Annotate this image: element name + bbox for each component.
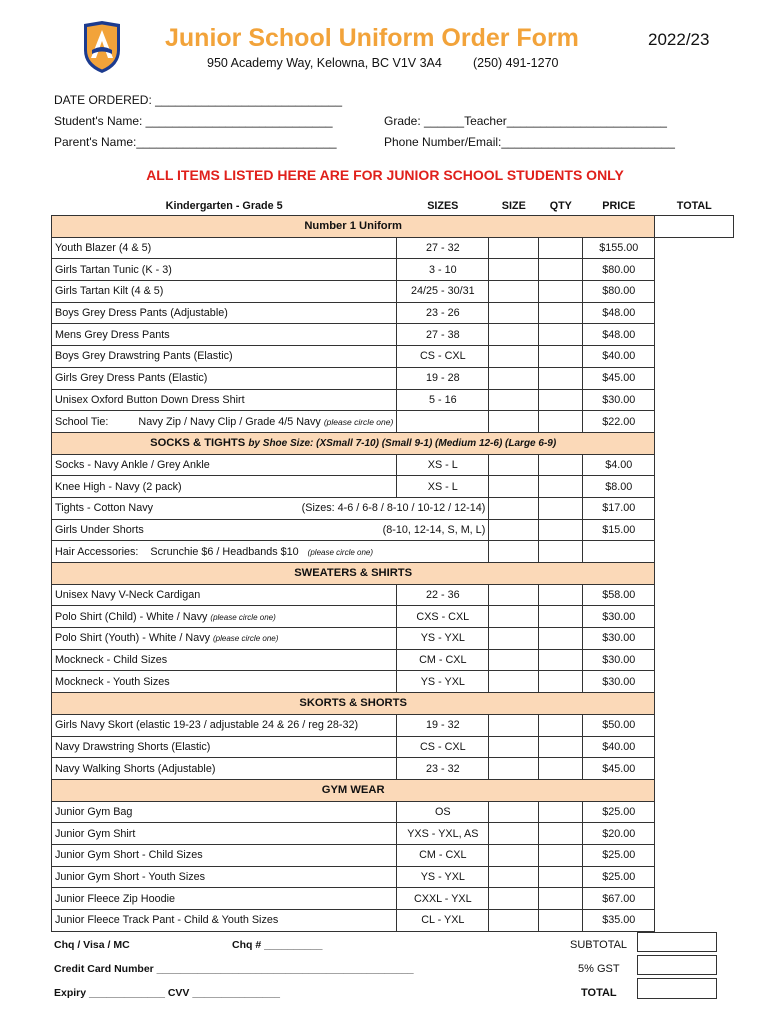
table-row: [52, 823, 734, 845]
size-input[interactable]: [489, 259, 539, 281]
gst-input[interactable]: [637, 955, 717, 975]
section-socks: [52, 432, 655, 454]
item-name: [52, 801, 397, 823]
size-input[interactable]: [489, 497, 539, 519]
item-name: [52, 888, 397, 910]
item-price: $80.00: [583, 259, 655, 281]
item-sizes: 5 - 16: [397, 389, 489, 411]
size-input[interactable]: [489, 237, 539, 259]
section-row: [52, 779, 734, 801]
tie-sizes-cell: [397, 411, 489, 433]
item-name: [52, 237, 397, 259]
item-name: [52, 823, 397, 845]
item-name: [52, 389, 397, 411]
total-label: TOTAL: [581, 987, 617, 999]
order-table: [51, 197, 734, 932]
qty-input[interactable]: [539, 259, 583, 281]
qty-input[interactable]: [539, 844, 583, 866]
table-row: [52, 910, 734, 932]
table-row: [52, 866, 734, 888]
item-sizes: YS - YXL: [397, 671, 489, 693]
item-label: Mockneck - Youth Sizes: [55, 675, 170, 688]
item-name: [52, 346, 397, 368]
size-input[interactable]: [489, 519, 539, 541]
qty-input[interactable]: [539, 736, 583, 758]
table-row: [52, 519, 734, 541]
tie-options[interactable]: Navy Zip / Navy Clip / Grade 4/5 Navy: [138, 415, 321, 428]
date-ordered-field[interactable]: DATE ORDERED: ____________________________: [54, 93, 342, 107]
table-row: [52, 454, 734, 476]
size-input[interactable]: [489, 736, 539, 758]
qty-input[interactable]: [539, 541, 583, 563]
qty-input[interactable]: [539, 476, 583, 498]
item-price: $58.00: [583, 584, 655, 606]
item-label: Girls Tartan Kilt (4 & 5): [55, 285, 164, 298]
item-price: $30.00: [583, 649, 655, 671]
total-column: [655, 216, 734, 238]
item-price: $20.00: [583, 823, 655, 845]
size-input[interactable]: [489, 367, 539, 389]
qty-input[interactable]: [539, 454, 583, 476]
section-uniform: Number 1 Uniform: [52, 216, 655, 238]
item-price: $30.00: [583, 389, 655, 411]
expiry-cvv-field[interactable]: Expiry _____________ CVV _______________: [54, 987, 280, 999]
qty-input[interactable]: [539, 237, 583, 259]
item-price: $67.00: [583, 888, 655, 910]
item-name: [52, 259, 397, 281]
table-row: [52, 389, 734, 411]
table-row: [52, 606, 734, 628]
tie-price: $22.00: [583, 411, 655, 433]
size-input[interactable]: [489, 910, 539, 932]
size-input[interactable]: [489, 454, 539, 476]
size-input[interactable]: [489, 888, 539, 910]
qty-input[interactable]: [539, 649, 583, 671]
item-sizes: CL - YXL: [397, 910, 489, 932]
qty-input[interactable]: [539, 910, 583, 932]
item-label: Mens Grey Dress Pants: [55, 328, 170, 341]
size-input[interactable]: [489, 302, 539, 324]
size-input[interactable]: [489, 801, 539, 823]
item-sizes: CM - CXL: [397, 649, 489, 671]
qty-input[interactable]: [539, 281, 583, 303]
sizes-header: SIZES: [427, 200, 459, 212]
qty-input[interactable]: [539, 628, 583, 650]
item-label: Unisex Navy V-Neck Cardigan: [55, 589, 201, 602]
item-price: $48.00: [583, 324, 655, 346]
item-sizes: XS - L: [397, 454, 489, 476]
qty-input[interactable]: [539, 519, 583, 541]
item-label: Navy Walking Shorts (Adjustable): [55, 762, 216, 775]
item-sizes: 24/25 - 30/31: [397, 281, 489, 303]
item-label: Girls Tartan Tunic (K - 3): [55, 263, 172, 276]
item-price: $48.00: [583, 302, 655, 324]
under-shorts-sizes: (8-10, 12-14, S, M, L): [382, 523, 486, 536]
qty-input[interactable]: [539, 411, 583, 433]
item-label: Knee High - Navy (2 pack): [55, 480, 182, 493]
qty-input[interactable]: [539, 497, 583, 519]
item-price: $25.00: [583, 801, 655, 823]
table-row: [52, 714, 734, 736]
item-label: Girls Navy Skort (elastic 19-23 / adjustable 24 & 26 / reg 28-32): [55, 719, 359, 732]
tights-item: Tights - Cotton Navy: [55, 502, 154, 515]
table-row: [52, 758, 734, 780]
table-row: [52, 411, 734, 433]
item-name: [52, 628, 397, 650]
hair-note: (please circle one): [307, 547, 374, 557]
item-label: Junior Gym Short - Child Sizes: [55, 849, 203, 862]
qty-input[interactable]: [539, 714, 583, 736]
qty-input[interactable]: [539, 758, 583, 780]
table-row: [52, 281, 734, 303]
size-input[interactable]: [489, 324, 539, 346]
size-input[interactable]: [489, 281, 539, 303]
item-label: Mockneck - Child Sizes: [55, 654, 168, 667]
item-note: (please circle one): [210, 612, 276, 622]
size-input[interactable]: [489, 844, 539, 866]
item-price: $155.00: [583, 237, 655, 259]
item-label: Boys Grey Dress Pants (Adjustable): [55, 307, 228, 320]
table-row: [52, 541, 734, 563]
table-row: [52, 302, 734, 324]
item-label: Unisex Oxford Button Down Dress Shirt: [55, 393, 245, 406]
size-input[interactable]: [489, 823, 539, 845]
item-label: Youth Blazer (4 & 5): [55, 242, 152, 255]
item-price: $40.00: [583, 736, 655, 758]
hair-price: [583, 541, 655, 563]
tie-label: School Tie:: [55, 415, 109, 428]
item-sizes: 22 - 36: [397, 584, 489, 606]
item-name: [52, 367, 397, 389]
item-name: [52, 671, 397, 693]
item-name: [52, 844, 397, 866]
under-shorts-price: $15.00: [583, 519, 655, 541]
item-name: [52, 454, 397, 476]
item-name: [52, 714, 397, 736]
item-sizes: 23 - 26: [397, 302, 489, 324]
size-input[interactable]: [489, 476, 539, 498]
section-row: [52, 432, 734, 454]
item-name: [52, 281, 397, 303]
qty-input[interactable]: [539, 324, 583, 346]
subtotal-label: SUBTOTAL: [570, 939, 628, 951]
section-socks-title: SOCKS & TIGHTS: [150, 437, 246, 450]
item-price: $25.00: [583, 844, 655, 866]
size-input[interactable]: [489, 714, 539, 736]
size-input[interactable]: [489, 584, 539, 606]
item-sizes: 27 - 38: [397, 324, 489, 346]
qty-input[interactable]: [539, 823, 583, 845]
table-row: [52, 497, 734, 519]
price-header: PRICE: [602, 200, 636, 212]
item-price: $25.00: [583, 866, 655, 888]
table-header-row: [52, 197, 734, 216]
tie-note: (please circle one): [323, 416, 394, 427]
item-note: (please circle one): [213, 634, 279, 644]
item-price: $50.00: [583, 714, 655, 736]
size-input[interactable]: [489, 389, 539, 411]
school-crest-logo: [82, 20, 122, 74]
qty-input[interactable]: [539, 584, 583, 606]
item-name: [52, 584, 397, 606]
table-row: [52, 259, 734, 281]
item-sizes: CS - CXL: [397, 736, 489, 758]
item-name: [52, 302, 397, 324]
item-price: $45.00: [583, 367, 655, 389]
item-price: $30.00: [583, 628, 655, 650]
item-label: Polo Shirt (Child) - White / Navy: [55, 610, 208, 623]
item-label: Junior Gym Shirt: [55, 827, 136, 840]
item-label: Navy Drawstring Shorts (Elastic): [55, 740, 211, 753]
section-row: [52, 216, 734, 238]
qty-input[interactable]: [539, 367, 583, 389]
section-sweaters: SWEATERS & SHIRTS: [52, 563, 655, 585]
school-year: 2022/23: [648, 30, 710, 49]
total-header: TOTAL: [676, 200, 712, 212]
item-label: Boys Grey Drawstring Pants (Elastic): [55, 350, 233, 363]
table-row: [52, 324, 734, 346]
item-name: [52, 649, 397, 671]
item-label: Junior Gym Short - Youth Sizes: [55, 870, 206, 883]
item-price: $8.00: [583, 476, 655, 498]
parent-name-field[interactable]: Parent's Name:______________________________: [54, 135, 337, 149]
item-name: [52, 866, 397, 888]
grade-group-header: Kindergarten - Grade 5: [165, 200, 283, 212]
qty-input[interactable]: [539, 888, 583, 910]
section-row: [52, 693, 734, 715]
hair-options[interactable]: Scrunchie $6 / Headbands $10: [150, 545, 299, 558]
item-price: $80.00: [583, 281, 655, 303]
item-sizes: 23 - 32: [397, 758, 489, 780]
tights-sizes: (Sizes: 4-6 / 6-8 / 8-10 / 10-12 / 12-14): [301, 502, 486, 515]
qty-input[interactable]: [539, 801, 583, 823]
item-label: Junior Fleece Zip Hoodie: [55, 892, 176, 905]
item-label: Socks - Navy Ankle / Grey Ankle: [55, 458, 210, 471]
qty-input[interactable]: [539, 302, 583, 324]
item-sizes: YXS - YXL, AS: [397, 823, 489, 845]
qty-input[interactable]: [539, 866, 583, 888]
item-price: $4.00: [583, 454, 655, 476]
item-name: [52, 910, 397, 932]
hair-label: Hair Accessories:: [55, 545, 139, 558]
table-row: [52, 736, 734, 758]
table-row: [52, 628, 734, 650]
under-shorts-item: Girls Under Shorts: [55, 523, 144, 536]
size-input[interactable]: [489, 649, 539, 671]
section-gym: GYM WEAR: [52, 779, 655, 801]
size-input[interactable]: [489, 671, 539, 693]
phone-email-field[interactable]: Phone Number/Email:__________________________: [384, 135, 675, 149]
item-name: [52, 758, 397, 780]
item-name: [52, 606, 397, 628]
item-sizes: YS - YXL: [397, 866, 489, 888]
table-row: [52, 888, 734, 910]
cheque-number-field[interactable]: Chq # __________: [232, 939, 323, 951]
item-price: $40.00: [583, 346, 655, 368]
table-row: [52, 476, 734, 498]
school-phone: (250) 491-1270: [473, 56, 559, 70]
item-price: $35.00: [583, 910, 655, 932]
item-name: [52, 476, 397, 498]
table-row: [52, 346, 734, 368]
item-sizes: XS - L: [397, 476, 489, 498]
payment-methods[interactable]: Chq / Visa / MC: [54, 939, 130, 951]
item-sizes: 27 - 32: [397, 237, 489, 259]
table-row: [52, 671, 734, 693]
form-title: Junior School Uniform Order Form: [165, 24, 579, 52]
size-header: SIZE: [501, 200, 526, 212]
size-input[interactable]: [489, 346, 539, 368]
size-input[interactable]: [489, 628, 539, 650]
item-name: [52, 324, 397, 346]
size-input[interactable]: [489, 758, 539, 780]
credit-card-field[interactable]: Credit Card Number ____________________________________________: [54, 963, 414, 975]
school-address: 950 Academy Way, Kelowna, BC V1V 3A4: [207, 56, 442, 70]
table-row: [52, 367, 734, 389]
size-input[interactable]: [489, 411, 539, 433]
subtotal-input[interactable]: [637, 932, 717, 952]
section-skorts: SKORTS & SHORTS: [52, 693, 655, 715]
tights-price: $17.00: [583, 497, 655, 519]
qty-input[interactable]: [539, 606, 583, 628]
gst-label: 5% GST: [578, 963, 620, 975]
table-row: [52, 237, 734, 259]
tights-cell: [52, 497, 489, 519]
grand-total-input[interactable]: [637, 978, 717, 999]
qty-header: QTY: [549, 200, 572, 212]
item-price: $30.00: [583, 671, 655, 693]
item-sizes: OS: [397, 801, 489, 823]
item-sizes: CS - CXL: [397, 346, 489, 368]
item-sizes: CXXL - YXL: [397, 888, 489, 910]
table-row: [52, 801, 734, 823]
size-input[interactable]: [489, 606, 539, 628]
section-row: [52, 563, 734, 585]
item-sizes: CXS - CXL: [397, 606, 489, 628]
student-name-field[interactable]: Student's Name: ____________________________: [54, 114, 333, 128]
table-row: [52, 649, 734, 671]
qty-input[interactable]: [539, 671, 583, 693]
item-name: [52, 736, 397, 758]
item-label: Girls Grey Dress Pants (Elastic): [55, 372, 208, 385]
qty-input[interactable]: [539, 346, 583, 368]
size-input[interactable]: [489, 541, 539, 563]
junior-only-notice: ALL ITEMS LISTED HERE ARE FOR JUNIOR SCHOOL STUDENTS ONLY: [146, 167, 624, 183]
size-input[interactable]: [489, 866, 539, 888]
table-row: [52, 584, 734, 606]
item-price: $45.00: [583, 758, 655, 780]
hair-cell: [52, 541, 489, 563]
item-label: Polo Shirt (Youth) - White / Navy: [55, 632, 211, 645]
item-sizes: CM - CXL: [397, 844, 489, 866]
item-sizes: 19 - 28: [397, 367, 489, 389]
item-label: Junior Fleece Track Pant - Child & Youth Sizes: [55, 914, 279, 927]
grade-teacher-field[interactable]: Grade: ______Teacher________________________: [384, 114, 667, 128]
under-shorts-cell: [52, 519, 489, 541]
qty-input[interactable]: [539, 389, 583, 411]
item-price: $30.00: [583, 606, 655, 628]
section-socks-sizes: by Shoe Size: (XSmall 7-10) (Small 9-1) (Medium 12-6) (Large 6-9): [248, 438, 557, 450]
item-label: Junior Gym Bag: [55, 805, 133, 818]
table-row: [52, 844, 734, 866]
item-sizes: YS - YXL: [397, 628, 489, 650]
tie-cell: [52, 411, 397, 433]
item-sizes: 3 - 10: [397, 259, 489, 281]
item-sizes: 19 - 32: [397, 714, 489, 736]
